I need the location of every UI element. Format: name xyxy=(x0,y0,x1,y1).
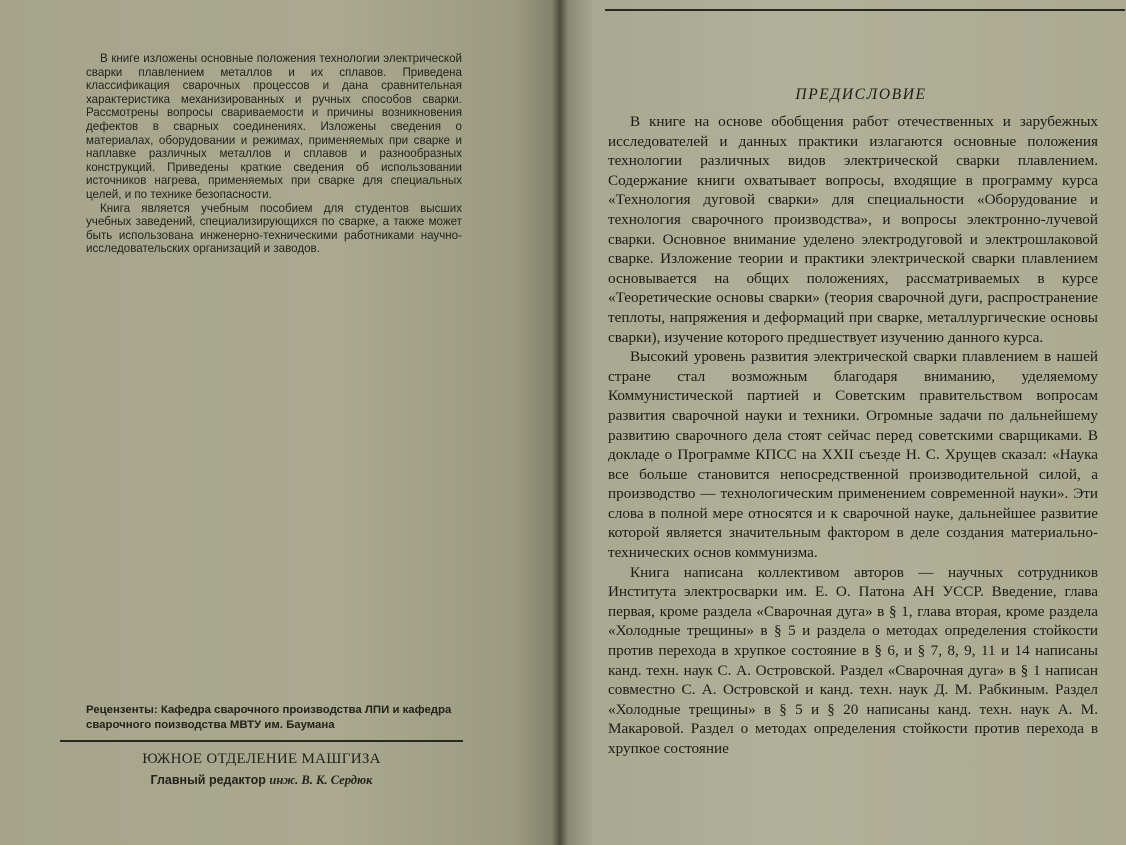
annotation-paragraph: Книга является учебным пособием для студентов высших учебных заведений, специализирующихся по сварке, а также может быть использована инженерно-техническими работниками научно-исследовательских организаций и заводов. xyxy=(86,201,462,256)
divider xyxy=(60,740,463,742)
preface-paragraph: Книга написана коллективом авторов — научных сотрудников Института электросварки им. Е. О. Патона АН УССР. Введение, глава первая, кроме раздела «Сварочная дуга» в § 1, глава вторая, кроме раздела «Холодные трещины» в § 5 и раздела о методах определения стойкости против перехода в хрупкое состояние в § 6, и § 7, 8, 9, 11 и 14 написаны канд. техн. наук С. А. Островской. Раздел «Сварочная дуга» в § 1 написан совместно С. А. Островской и канд. техн. наук Д. М. Рабкиным. Раздел «Холодные трещины» в § 5 и § 20 написаны канд. техн. наук А. М. Макаровой. Раздел о методах определения стойкости против перехода в хрупкое состояние xyxy=(608,563,1098,757)
editor-name: инж. В. К. Сердюк xyxy=(269,773,373,787)
left-page xyxy=(0,0,560,845)
right-page xyxy=(560,0,1126,845)
reviewers: Рецензенты: Кафедра сварочного производства ЛПИ и кафедра сварочного поизводства МВТУ им. Баумана xyxy=(86,704,452,731)
annotation-paragraph: В книге изложены основные положения технологии электрической сварки плавлением металлов и их сплавов. Приведена классификация сварочных процессов и дана сравнительная характеристика механизированных и ручных способов сварки. Рассмотрены вопросы свариваемости и причины возникновения дефектов в сварных соединениях. Изложены сведения о материалах, оборудовании и режимах, применяемых при сварке и наплавке различных металлов и сплавов и разнообразных конструкций. Приведены краткие сведения об использовании источников нагрева, применяемых при сварке для специальных целей, и по технике безопасности. xyxy=(86,52,462,201)
preface-paragraph: Высокий уровень развития электрической сварки плавлением в нашей стране стал возможным благодаря вниманию, уделяемому Коммунистической партией и Советским правительством вопросам развития сварочной науки и техники. Огромные задачи по дальнейшему развитию сварочного дела стоят сейчас перед советскими сварщиками. В докладе о Программе КПСС на XXII съезде Н. С. Хрущев сказал: «Наука все больше становится непосредственной производительной силой, а производство — технологическим применением современной науки». Эти слова в полной мере относятся и к сварочной науке, дальнейшее развитие которой является значительным фактором в деле создания материально-технических основ коммунизма. xyxy=(608,348,1098,562)
chief-editor xyxy=(60,773,463,788)
preface-body xyxy=(608,112,1098,759)
publisher: ЮЖНОЕ ОТДЕЛЕНИЕ МАШГИЗА xyxy=(142,751,381,767)
annotation xyxy=(86,52,462,256)
preface-paragraph: В книге на основе обобщения работ отечественных и зарубежных исследователей и данных практики излагаются основные положения технологии различных видов электрической сварки плавлением. Содержание книги охватывает вопросы, входящие в программу курса «Технология дуговой сварки» для специальности «Оборудование и технология сварочного производства», и вопросы электронно-лучевой сварки. Основное внимание уделено электродуговой и электрошлаковой сварке. Изложение теории и практики электрической сварки плавлением основывается на общих положениях, рассматриваемых в курсе «Теоретические основы сварки» (теория сварочной дуги, распространение теплоты, напряжения и деформаций при сварке, металлургические основы сварки), изучение которого предшествует изучению данного курса. xyxy=(608,113,1098,346)
top-rule xyxy=(605,9,1125,11)
book-gutter xyxy=(552,0,568,845)
preface-title: ПРЕДИСЛОВИЕ xyxy=(795,86,927,103)
editor-prefix: Главный редактор xyxy=(150,773,266,787)
